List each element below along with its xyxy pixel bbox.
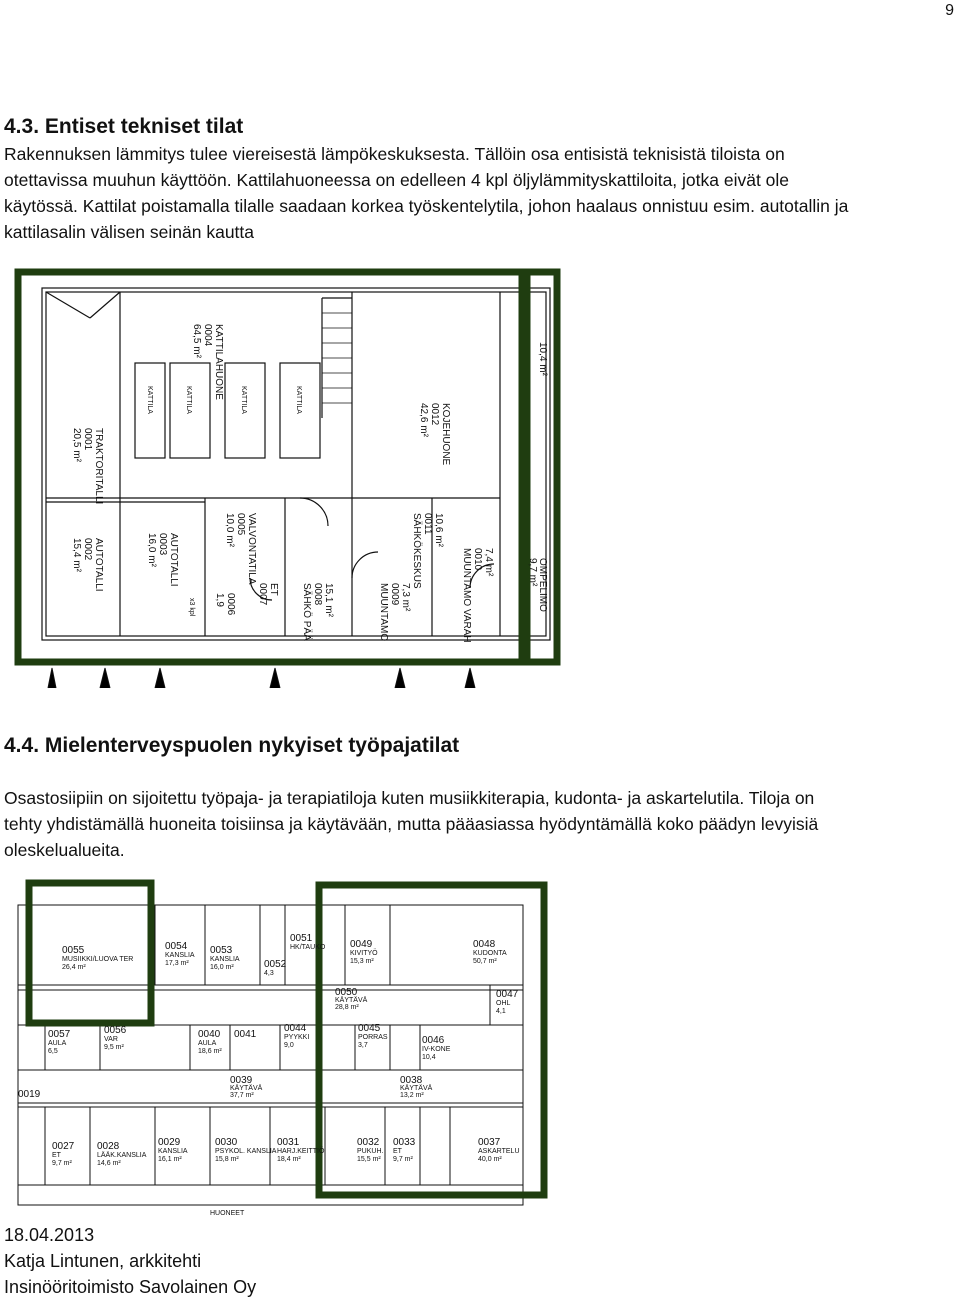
- plan2-room-0051-name: HK/TAUKO: [290, 944, 326, 951]
- plan2-room-0040-area: 18,6 m²: [198, 1048, 222, 1055]
- section-4-4-line-3: oleskelualueita.: [4, 840, 125, 860]
- plan1-room-0002-id: 0002: [82, 538, 93, 561]
- plan2-room-0044-id: 0044: [284, 1023, 307, 1034]
- plan2-room-0027-id: 0027: [52, 1141, 75, 1152]
- plan1-room-0009-id: 0009: [389, 583, 400, 606]
- plan2-room-0033-id: 0033: [393, 1137, 416, 1148]
- plan1-room-0005-id: 0005: [235, 513, 246, 536]
- plan1-room-0010-id: 0010: [472, 548, 483, 571]
- section-4-4-heading: 4.4. Mielenterveyspuolen nykyiset työpajatilat: [4, 734, 460, 757]
- plan2-room-0044-area: 9,0: [284, 1042, 294, 1049]
- plan1-room-0007-id: 0007: [257, 583, 268, 606]
- plan1-room-0004-name: KATTILAHUONE: [213, 324, 224, 400]
- plan2-room-0037-name: ASKARTELU: [478, 1148, 520, 1155]
- plan1-room-0002-name: AUTOTALLI: [93, 538, 104, 592]
- plan2-room-0050-area: 28,8 m²: [335, 1004, 359, 1011]
- plan2-room-0046-id: 0046: [422, 1035, 445, 1046]
- plan2-room-0050-name: KÄYTÄVÄ: [335, 997, 368, 1004]
- footer: [4, 1222, 256, 1300]
- plan2-room-0032-name: PUKUH.: [357, 1148, 384, 1155]
- plan2-legend-snippet: HUONEET: [210, 1210, 245, 1217]
- section-4-3-line-2: otettavissa muuhun käyttöön. Kattilahuoneessa on edelleen 4 kpl öljylämmityskattiloita, jotka eivät ole: [4, 170, 790, 190]
- plan2-room-0032-area: 15,5 m²: [357, 1156, 381, 1163]
- plan1-room-0001-area: 20,5 m²: [71, 428, 82, 462]
- plan2-room-0049-name: KIVITYÖ: [350, 950, 378, 957]
- boiler-label-1: KATTILA: [146, 386, 153, 414]
- plan2-room-0056-area: 9,5 m²: [104, 1044, 124, 1051]
- plan2-room-0028-name: LÄÄK.KANSLIA: [97, 1152, 147, 1159]
- workshop-floor-plan: [0, 875, 960, 1220]
- plan1-room-0001-name: TRAKTORITALLI: [93, 428, 104, 505]
- plan2-room-0040-id: 0040: [198, 1029, 221, 1040]
- plan1-room-ompelimo-area: 9,7 m²: [527, 558, 538, 587]
- plan2-room-0033-name: ET: [393, 1148, 402, 1155]
- plan2-room-0039-id: 0039: [230, 1075, 253, 1086]
- plan2-room-0056-name: VAR: [104, 1036, 118, 1043]
- plan2-room-0039-name: KÄYTÄVÄ: [230, 1085, 263, 1092]
- plan2-room-0054-id: 0054: [165, 941, 188, 952]
- plan2-room-0039-area: 37,7 m²: [230, 1092, 254, 1099]
- plan1-room-0003-name: AUTOTALLI: [168, 533, 179, 587]
- plan2-room-0030-id: 0030: [215, 1137, 238, 1148]
- plan1-room-0003-id: 0003: [157, 533, 168, 556]
- plan2-room-0053-name: KANSLIA: [210, 956, 240, 963]
- plan1-room-0008-name: SÄHKÖ PÄÄ: [301, 583, 312, 641]
- plan2-room-0057-id: 0057: [48, 1029, 71, 1040]
- plan1-room-0007-name: ET: [268, 583, 279, 596]
- plan2-room-0027-name: ET: [52, 1152, 61, 1159]
- plan2-room-0019-id: 0019: [18, 1089, 41, 1100]
- plan1-room-0004-area: 64,5 m²: [191, 324, 202, 358]
- plan2-room-0057-area: 6,5: [48, 1048, 58, 1055]
- section-4-3-line-3: käytössä. Kattilat poistamalla tilalle saadaan korkea työskentelytila, johon haalaus onnistuu esim. autotallin ja: [4, 196, 849, 216]
- plan1-room-0001-id: 0001: [82, 428, 93, 451]
- plan1-room-0010-area: 7,4 m²: [483, 548, 494, 577]
- plan2-room-0045-name: PORRAS: [358, 1034, 388, 1041]
- plan2-room-0027-area: 9,7 m²: [52, 1160, 72, 1167]
- footer-company: Insinööritoimisto Savolainen Oy: [4, 1277, 257, 1297]
- plan1-room-0008-area: 15,1 m²: [323, 583, 334, 617]
- plan2-room-0040-name: AULA: [198, 1040, 217, 1047]
- plan2-room-0038-id: 0038: [400, 1075, 423, 1086]
- plan1-room-0011-name: SÄHKÖKESKUS: [411, 513, 422, 589]
- plan1-room-0006-id: 0006: [225, 593, 236, 616]
- plan1-room-0002-area: 15,4 m²: [71, 538, 82, 572]
- plan2-room-0046-name: IV-KONE: [422, 1046, 451, 1053]
- boiler-label-3: KATTILA: [240, 386, 247, 414]
- plan2-room-0037-id: 0037: [478, 1137, 501, 1148]
- plan2-room-0044-name: PYYKKI: [284, 1034, 310, 1041]
- plan2-room-0050-id: 0050: [335, 987, 358, 998]
- plan2-room-0054-name: KANSLIA: [165, 952, 195, 959]
- plan2-room-0056-id: 0056: [104, 1025, 127, 1036]
- plan2-room-0028-area: 14,6 m²: [97, 1160, 121, 1167]
- plan2-room-0028-id: 0028: [97, 1141, 120, 1152]
- plan2-room-0045-id: 0045: [358, 1023, 381, 1034]
- plan2-room-0052-area: 4,3: [264, 970, 274, 977]
- section-4-4-line-1: Osastosiipiin on sijoitettu työpaja- ja terapiatiloja kuten musiikkiterapia, kudonta- ja askartelutila. Tiloja on: [4, 788, 815, 808]
- plan2-room-0054-area: 17,3 m²: [165, 960, 189, 967]
- plan2-room-0052-id: 0052: [264, 959, 287, 970]
- plan2-room-0029-name: KANSLIA: [158, 1148, 188, 1155]
- plan2-room-0055-area: 26,4 m²: [62, 964, 86, 971]
- boiler-label-4: KATTILA: [295, 386, 302, 414]
- plan1-room-0003-area: 16,0 m²: [146, 533, 157, 567]
- plan2-room-0047-id: 0047: [496, 989, 519, 1000]
- plan2-room-0057-name: AULA: [48, 1040, 67, 1047]
- plan1-room-0011-area: 10,6 m²: [433, 513, 444, 547]
- boiler-count-note: x3 kpl: [188, 598, 195, 617]
- plan2-room-0051-id: 0051: [290, 933, 313, 944]
- section-4-3-line-1: Rakennuksen lämmitys tulee viereisestä lämpökeskuksesta. Tällöin osa entisistä teknisistä tiloista on: [4, 144, 785, 164]
- plan2-room-0047-name: OHL: [496, 1000, 511, 1007]
- plan2-room-0033-area: 9,7 m²: [393, 1156, 413, 1163]
- plan2-room-0041-id: 0041: [234, 1029, 257, 1040]
- plan2-room-0046-area: 10,4: [422, 1054, 436, 1061]
- section-4-3-line-4: kattilasalin välisen seinän kautta: [4, 222, 255, 242]
- plan2-room-0032-id: 0032: [357, 1137, 380, 1148]
- plan2-room-0031-area: 18,4 m²: [277, 1156, 301, 1163]
- plan1-room-0006-area: 1,9: [214, 593, 225, 607]
- plan1-room-0009-name: MUUNTAMO: [378, 583, 389, 642]
- plan2-room-0047-area: 4,1: [496, 1008, 506, 1015]
- footer-author: Katja Lintunen, arkkitehti: [4, 1251, 202, 1271]
- plan1-room-0012-area: 42,6 m²: [418, 403, 429, 437]
- technical-spaces-floor-plan: [0, 258, 960, 698]
- plan2-room-0053-id: 0053: [210, 945, 233, 956]
- plan2-room-0029-area: 16,1 m²: [158, 1156, 182, 1163]
- plan2-room-0030-name: PSYKOL. KANSLIA: [215, 1148, 277, 1155]
- plan1-room-0005-name: VALVONTATILA: [246, 513, 257, 585]
- plan2-room-0038-area: 13,2 m²: [400, 1092, 424, 1099]
- plan2-room-0048-id: 0048: [473, 939, 496, 950]
- plan2-room-0048-name: KUDONTA: [473, 950, 507, 957]
- plan2-room-0031-name: HARJ.KEITTIÖ: [277, 1148, 325, 1155]
- plan2-room-0031-id: 0031: [277, 1137, 300, 1148]
- plan1-room-0005-area: 10,0 m²: [224, 513, 235, 547]
- plan2-room-0037-area: 40,0 m²: [478, 1156, 502, 1163]
- plan2-room-0048-area: 50,7 m²: [473, 958, 497, 965]
- plan2-room-0055-name: MUSIIKKI/LUOVA TER: [62, 956, 134, 963]
- plan1-room-0008-id: 0008: [312, 583, 323, 606]
- plan1-room-0010-name: MUUNTAMO VARAH: [461, 548, 472, 643]
- plan2-room-0053-area: 16,0 m²: [210, 964, 234, 971]
- boiler-label-2: KATTILA: [185, 386, 192, 414]
- plan1-room-0011-id: 0011: [422, 513, 433, 535]
- plan2-room-0045-area: 3,7: [358, 1042, 368, 1049]
- plan1-room-ompelimo-name: OMPELIMO: [537, 558, 548, 612]
- plan1-room-corner-area: 10,4 m²: [537, 342, 548, 376]
- page-number: 9: [945, 2, 954, 19]
- plan2-room-0029-id: 0029: [158, 1137, 181, 1148]
- plan1-room-0012-name: KOJEHUONE: [440, 403, 451, 466]
- plan2-room-0049-id: 0049: [350, 939, 373, 950]
- footer-date: 18.04.2013: [4, 1225, 95, 1245]
- plan1-room-0009-area: 7,3 m²: [400, 583, 411, 612]
- section-4-3-heading: 4.3. Entiset tekniset tilat: [4, 115, 244, 138]
- plan1-room-0004-id: 0004: [202, 324, 213, 347]
- plan2-room-0030-area: 15,8 m²: [215, 1156, 239, 1163]
- section-4-4-line-2: tehty yhdistämällä huoneita toisiinsa ja käytävään, mutta pääasiassa hyödyntämällä koko päädyn levyisiä: [4, 814, 819, 834]
- plan2-room-0055-id: 0055: [62, 945, 85, 956]
- plan1-room-0012-id: 0012: [429, 403, 440, 426]
- plan2-room-0049-area: 15,3 m²: [350, 958, 374, 965]
- plan2-room-0038-name: KÄYTÄVÄ: [400, 1085, 433, 1092]
